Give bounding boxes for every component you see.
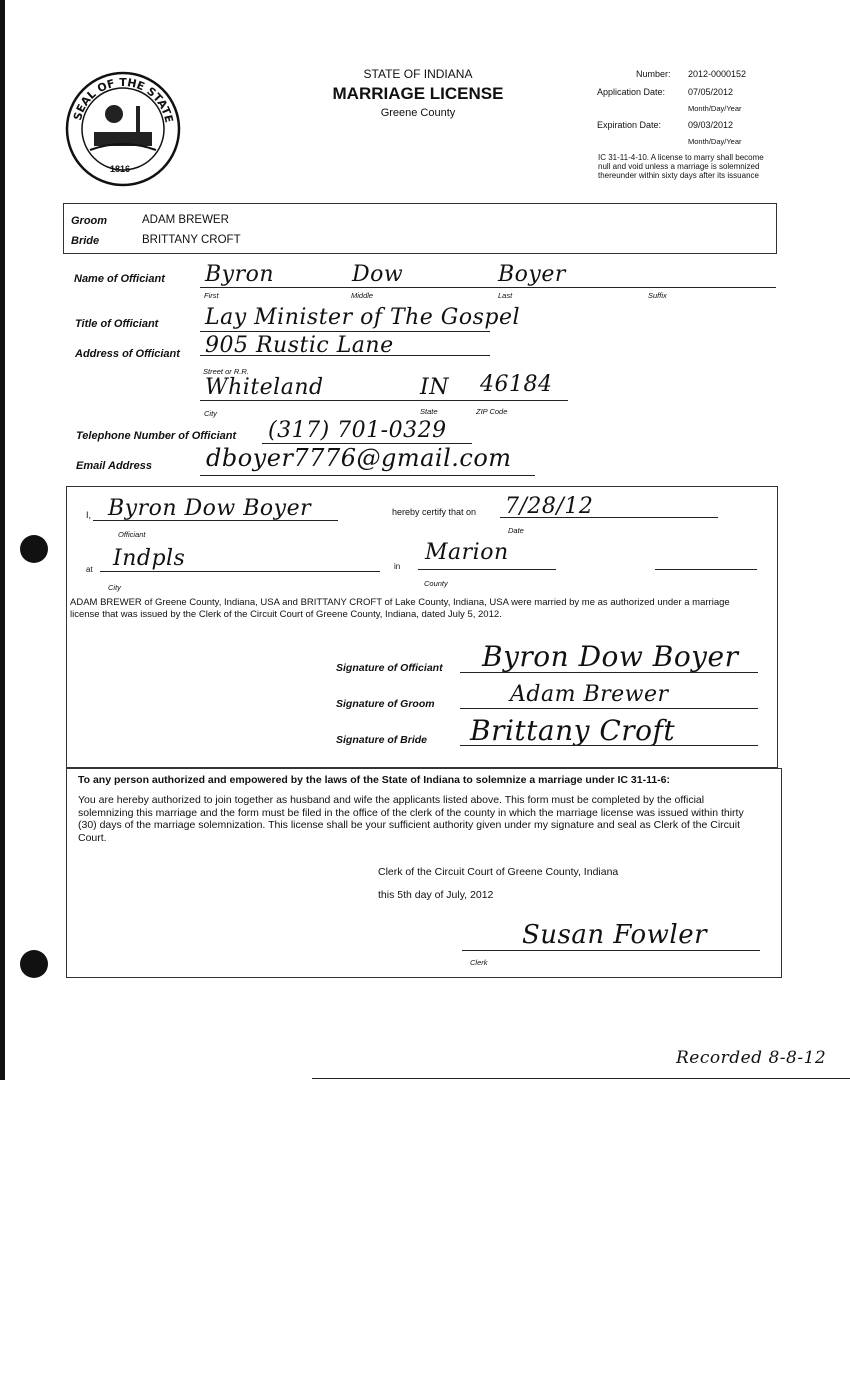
city-caption: City — [108, 583, 121, 592]
groom-signature-label: Signature of Groom — [336, 698, 435, 710]
bride-signature: Brittany Croft — [470, 714, 676, 747]
groom-signature: Adam Brewer — [510, 682, 669, 707]
officiant-middle-name: Dow — [352, 262, 404, 287]
officiant-phone-label: Telephone Number of Officiant — [76, 430, 237, 442]
marriage-date-line — [500, 517, 718, 518]
bride-label: Bride — [71, 235, 100, 247]
couple-box — [63, 203, 777, 254]
license-number: 2012-0000152 — [688, 69, 747, 79]
page-title: MARRIAGE LICENSE — [332, 84, 504, 103]
officiant-street-line — [200, 355, 490, 356]
date-caption: Date — [508, 526, 524, 535]
officiant-street: 905 Rustic Lane — [205, 333, 394, 358]
at-label: at — [86, 565, 93, 574]
officiant-first-name: Byron — [205, 262, 275, 287]
officiant-state: IN — [420, 375, 449, 400]
punch-hole — [20, 535, 48, 563]
groom-label: Groom — [71, 215, 108, 227]
bride-signature-label: Signature of Bride — [336, 734, 428, 746]
marriage-date: 7/28/12 — [505, 494, 594, 519]
marriage-county-line-ext — [655, 569, 757, 570]
officiant-last-name: Boyer — [498, 262, 566, 287]
clerk-signature-line — [462, 950, 760, 951]
officiant-name-line — [200, 287, 776, 288]
page-edge — [0, 0, 5, 1080]
marriage-city-line — [100, 571, 380, 572]
last-caption: Last — [498, 291, 513, 300]
authorization-body: You are hereby authorized to join together as husband and wife the applicants listed above. This form must be completed by the official solemnizing this marriage and the form must be filed in the office of the clerk of the county in which the marriage license was issued within thirty (30) days of the marriage solemnization. This license shall be your sufficient authority given under my signature and seal as Clerk of the Circuit Court. — [78, 794, 744, 844]
certificate-i-label: I, — [86, 510, 92, 520]
groom-signature-line — [460, 708, 758, 709]
statute-note: IC 31-11-4-10. A license to marry shall become null and void unless a marriage is solemnized thereunder within sixty days after its issuance — [598, 153, 764, 180]
state-caption: State — [420, 407, 438, 416]
marriage-city: Indpls — [113, 546, 186, 571]
punch-hole — [20, 950, 48, 978]
groom-name: ADAM BREWER — [142, 214, 229, 226]
officiant-signature-label: Signature of Officiant — [336, 662, 443, 674]
seal-year: 1816 — [110, 164, 131, 174]
marriage-county-line — [418, 569, 556, 570]
recorded-note: Recorded 8-8-12 — [676, 1048, 827, 1068]
clerk-caption: Clerk — [470, 958, 488, 967]
bride-signature-line — [460, 745, 758, 746]
date-format-caption: Month/Day/Year — [688, 104, 742, 113]
officiant-city: Whiteland — [205, 375, 324, 400]
middle-caption: Middle — [351, 291, 374, 300]
marriage-county: Marion — [425, 540, 509, 565]
issued-date: this 5th day of July, 2012 — [378, 889, 494, 901]
date-format-caption: Month/Day/Year — [688, 137, 742, 146]
marriage-statement: ADAM BREWER of Greene County, Indiana, USA and BRITTANY CROFT of Lake County, Indiana, USA were married by me as authorized under a marriage license that was issued by the Clerk of the Circuit Court of Greene County, Indiana, dated July 5, 2012. — [70, 597, 730, 620]
street-caption: Street or R.R. — [203, 367, 249, 376]
officiant-city-line — [200, 400, 568, 401]
authorization-heading: To any person authorized and empowered by the laws of the State of Indiana to solemnize a marriage under IC 31-11-6: — [78, 774, 671, 786]
officiant-title-label: Title of Officiant — [75, 318, 159, 330]
officiant-email-label: Email Address — [76, 460, 153, 472]
officiant-email: dboyer7776@gmail.com — [206, 444, 512, 472]
application-date-label: Application Date: — [597, 87, 666, 97]
officiant-signature-line — [460, 672, 758, 673]
in-label: in — [394, 562, 401, 571]
first-caption: First — [204, 291, 219, 300]
officiant-caption: Officiant — [118, 530, 146, 539]
officiant-address-label: Address of Officiant — [75, 348, 180, 360]
svg-text:SEAL OF THE STATE OF INDIANA: SEAL OF THE STATE — [70, 75, 176, 124]
county-heading: Greene County — [380, 107, 456, 119]
bride-name: BRITTANY CROFT — [142, 234, 241, 246]
clerk-office: Clerk of the Circuit Court of Greene County, Indiana — [378, 866, 619, 878]
expiration-date: 09/03/2012 — [688, 120, 734, 130]
state-seal — [64, 70, 182, 188]
number-label: Number: — [636, 69, 671, 79]
zip-caption: ZIP Code — [476, 407, 508, 416]
officiant-zip: 46184 — [480, 372, 553, 397]
certificate-officiant-name: Byron Dow Boyer — [108, 496, 312, 521]
officiant-title-line — [200, 331, 490, 332]
clerk-signature: Susan Fowler — [522, 920, 708, 950]
expiration-date-label: Expiration Date: — [597, 120, 662, 130]
officiant-name-label: Name of Officiant — [74, 273, 165, 285]
officiant-signature: Byron Dow Boyer — [482, 640, 739, 673]
county-caption: County — [424, 579, 448, 588]
officiant-email-line — [200, 475, 535, 476]
officiant-phone: (317) 701-0329 — [268, 418, 447, 443]
footer-line — [312, 1078, 850, 1079]
application-date: 07/05/2012 — [688, 87, 734, 97]
officiant-title: Lay Minister of The Gospel — [205, 305, 521, 330]
suffix-caption: Suffix — [648, 291, 667, 300]
city-caption: City — [204, 409, 217, 418]
certificate-officiant-line — [93, 520, 338, 521]
state-heading: STATE OF INDIANA — [363, 67, 473, 81]
certify-text: hereby certify that on — [392, 507, 477, 517]
